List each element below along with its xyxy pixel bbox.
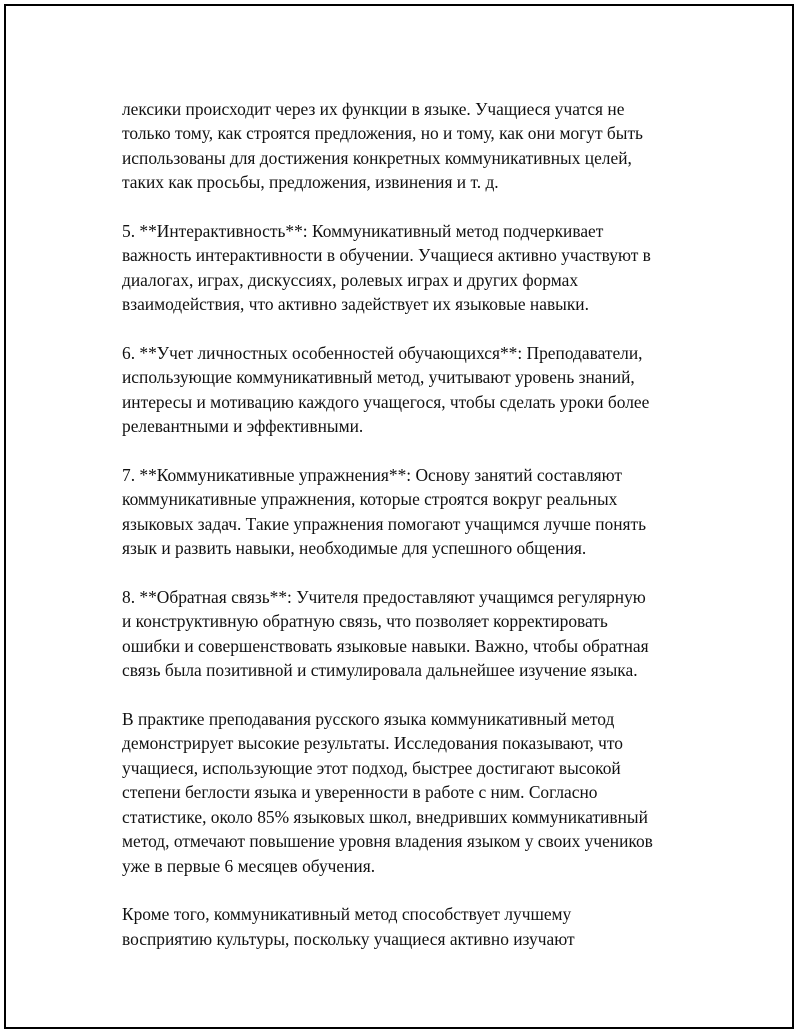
page-frame [4,4,794,1029]
paragraph-culture: Кроме того, коммуникативный метод способствует лучшему восприятию культуры, поскольку учащиеся активно изучают [122,904,575,949]
paragraph-personal-features: 6. **Учет личностных особенностей обучающихся**: Преподаватели, использующие коммуникативный метод, учитывают уровень знаний, интересы и мотивацию каждого учащегося, чтобы сделать уроки более релевантными и эффективными. [122,343,650,437]
paragraph-feedback: 8. **Обратная связь**: Учителя предоставляют учащимся регулярную и конструктивную обратную связь, что позволяет корректировать ошибки и совершенствовать языковые навыки. Важно, чтобы обратная связь была позитивной и стимулировала дальнейшее изучение языка. [122,587,649,681]
paragraph-lexicon-functions: лексики происходит через их функции в языке. Учащиеся учатся не только тому, как строятся предложения, но и тому, как они могут быть использованы для достижения конкретных коммуникативных целей, таких как просьбы, предложения, извинения и т. д. [122,99,643,193]
paragraph-results: В практике преподавания русского языка коммуникативный метод демонстрирует высокие результаты. Исследования показывают, что учащиеся, использующие этот подход, быстрее достигают высокой степени беглости языка и уверенности в работе с ним. Согласно статистике, около 85% языковых школ, внедривших коммуникативный метод, отмечают повышение уровня владения языком у своих учеников уже в первые 6 месяцев обучения. [122,709,653,876]
paragraph-interactivity: 5. **Интерактивность**: Коммуникативный метод подчеркивает важность интерактивности в обучении. Учащиеся активно участвуют в диалогах, играх, дискуссиях, ролевых играх и других формах взаимодействия, что активно задействует их языковые навыки. [122,221,651,315]
paragraph-communicative-exercises: 7. **Коммуникативные упражнения**: Основу занятий составляют коммуникативные упражнения, которые строятся вокруг реальных языковых задач. Такие упражнения помогают учащимся лучше понять язык и развить навыки, необходимые для успешного общения. [122,465,647,559]
page-content [122,97,722,976]
